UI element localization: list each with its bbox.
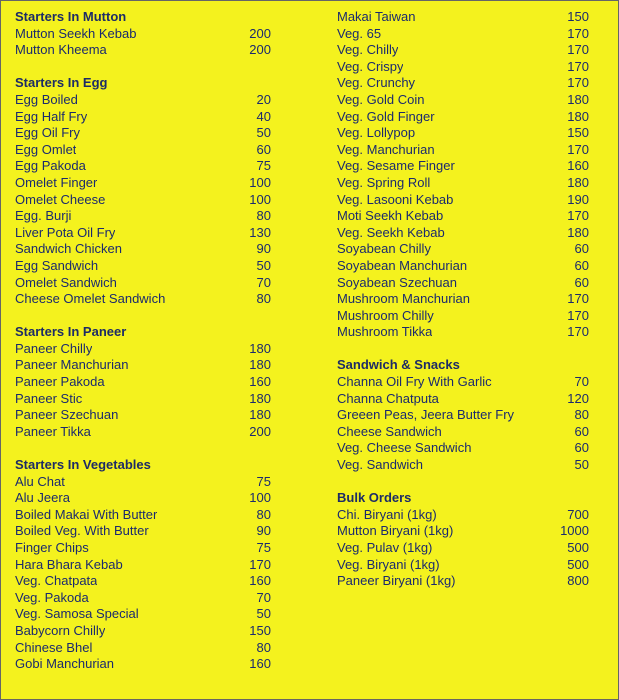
menu-item xyxy=(15,573,271,590)
menu-item-price: 170 xyxy=(567,291,589,307)
menu-item-name: Paneer Tikka xyxy=(15,423,91,439)
menu-item-price: 150 xyxy=(249,622,271,638)
menu-item-price: 80 xyxy=(256,208,271,224)
menu-item-name: Veg. Seekh Kebab xyxy=(337,224,445,240)
menu-item-price: 60 xyxy=(574,257,589,273)
menu-item-name: Mushroom Tikka xyxy=(337,324,433,340)
menu-item-price: 75 xyxy=(256,473,271,489)
menu-item-price: 60 xyxy=(256,141,271,157)
section-spacer xyxy=(15,308,271,325)
menu-item xyxy=(15,523,271,540)
menu-item-price: 75 xyxy=(256,540,271,555)
menu-item-name: Egg Oil Fry xyxy=(15,125,81,141)
menu-item-price: 120 xyxy=(567,390,589,406)
menu-item-price: 160 xyxy=(567,158,589,174)
menu-item xyxy=(15,208,271,225)
menu-item-name: Mutton Seekh Kebab xyxy=(15,25,137,41)
menu-item-price: 200 xyxy=(249,42,271,58)
menu-item xyxy=(15,26,271,43)
menu-item-name: Veg. Samosa Special xyxy=(15,606,139,622)
menu-item-name: Veg. Manchurian xyxy=(337,141,435,157)
menu-item-price: 50 xyxy=(256,125,271,141)
menu-item-price: 60 xyxy=(574,241,589,257)
menu-item-name: Paneer Biryani (1kg) xyxy=(337,573,456,589)
menu-item xyxy=(337,440,589,457)
menu-item xyxy=(15,407,271,424)
menu-item-name: Egg Boiled xyxy=(15,91,78,107)
menu-item-name: Soyabean Szechuan xyxy=(337,274,457,290)
menu-item-price: 180 xyxy=(249,390,271,406)
menu-item xyxy=(337,192,589,209)
menu-item-name: Babycorn Chilly xyxy=(15,622,106,638)
menu-item-price: 1000 xyxy=(560,523,589,539)
menu-item-price: 160 xyxy=(249,374,271,390)
menu-item xyxy=(15,42,271,59)
section-title-sandwich-snacks: Sandwich & Snacks xyxy=(337,357,460,373)
menu-item-price: 150 xyxy=(567,9,589,24)
menu-item xyxy=(15,175,271,192)
menu-item xyxy=(15,341,271,358)
menu-item xyxy=(337,573,589,590)
menu-item-price: 180 xyxy=(249,407,271,423)
menu-item xyxy=(337,175,589,192)
menu-item xyxy=(337,391,589,408)
menu-item xyxy=(15,424,271,441)
menu-item xyxy=(337,507,589,524)
menu-item xyxy=(15,656,271,673)
menu-item-price: 90 xyxy=(256,523,271,539)
menu-item-name: Soyabean Manchurian xyxy=(337,257,468,273)
menu-item-price: 75 xyxy=(256,158,271,174)
section-spacer xyxy=(337,341,589,358)
menu-item-price: 160 xyxy=(249,573,271,589)
menu-item-price: 700 xyxy=(567,506,589,522)
menu-item-name: Soyabean Chilly xyxy=(337,241,431,257)
menu-item-name: Boiled Makai With Butter xyxy=(15,506,158,522)
menu-item-price: 60 xyxy=(574,423,589,439)
menu-item-price: 50 xyxy=(574,457,589,473)
menu-item-name: Finger Chips xyxy=(15,540,89,555)
menu-item-price: 80 xyxy=(256,639,271,655)
menu-item-price: 60 xyxy=(574,440,589,456)
menu-item-name: Chi. Biryani (1kg) xyxy=(337,506,437,522)
menu-item xyxy=(337,26,589,43)
menu-item-price: 80 xyxy=(574,407,589,423)
menu-item-name: Veg. Cheese Sandwich xyxy=(337,440,472,456)
menu-item-price: 180 xyxy=(249,357,271,373)
menu-item-price: 180 xyxy=(249,340,271,356)
menu-item-price: 190 xyxy=(567,191,589,207)
menu-item-name: Veg. Gold Coin xyxy=(337,91,425,107)
menu-item-name: Moti Seekh Kebab xyxy=(337,208,444,224)
menu-item-name: Sandwich Chicken xyxy=(15,241,122,257)
menu-item-price: 70 xyxy=(256,589,271,605)
menu-item-name: Makai Taiwan xyxy=(337,9,416,24)
menu-item-name: Veg. Gold Finger xyxy=(337,108,435,124)
section-spacer xyxy=(15,59,271,76)
menu-item-price: 170 xyxy=(567,208,589,224)
menu-item-price: 170 xyxy=(567,141,589,157)
menu-item-price: 170 xyxy=(567,324,589,340)
menu-item xyxy=(337,208,589,225)
menu-item-name: Channa Oil Fry With Garlic xyxy=(337,374,492,390)
menu-item xyxy=(15,225,271,242)
menu-item-price: 180 xyxy=(567,108,589,124)
menu-item xyxy=(337,59,589,76)
menu-item-price: 800 xyxy=(567,573,589,589)
menu-item xyxy=(337,109,589,126)
section-spacer xyxy=(15,440,271,457)
menu-item-price: 70 xyxy=(574,374,589,390)
menu-item-price: 80 xyxy=(256,291,271,307)
menu-item-name: Mushroom Manchurian xyxy=(337,291,470,307)
menu-item-name: Veg. Crunchy xyxy=(337,75,416,91)
menu-item-name: Cheese Sandwich xyxy=(337,423,442,439)
section-title-starters-in-paneer: Starters In Paneer xyxy=(15,324,127,340)
menu-item xyxy=(15,241,271,258)
menu-item xyxy=(15,507,271,524)
menu-item xyxy=(15,590,271,607)
menu-item xyxy=(337,125,589,142)
menu-item xyxy=(15,474,271,491)
menu-item xyxy=(337,291,589,308)
menu-right-column xyxy=(337,9,589,590)
menu-item xyxy=(15,540,271,557)
menu-item xyxy=(15,125,271,142)
menu-item xyxy=(337,324,589,341)
menu-item xyxy=(337,258,589,275)
menu-item xyxy=(15,374,271,391)
menu-item-price: 20 xyxy=(256,91,271,107)
menu-item-name: Alu Chat xyxy=(15,473,65,489)
menu-item-name: Paneer Manchurian xyxy=(15,357,129,373)
menu-item-name: Veg. Lasooni Kebab xyxy=(337,191,454,207)
menu-item xyxy=(15,606,271,623)
menu-item-price: 100 xyxy=(249,174,271,190)
menu-item-price: 170 xyxy=(567,307,589,323)
menu-item xyxy=(337,275,589,292)
menu-item xyxy=(15,158,271,175)
menu-item-price: 150 xyxy=(567,125,589,141)
menu-item-name: Paneer Chilly xyxy=(15,340,93,356)
menu-item xyxy=(337,424,589,441)
menu-item-name: Egg. Burji xyxy=(15,208,72,224)
menu-item-name: Veg. Sandwich xyxy=(337,457,424,473)
menu-item-name: Veg. Chatpata xyxy=(15,573,98,589)
menu-item-price: 70 xyxy=(256,274,271,290)
menu-item xyxy=(15,109,271,126)
menu-item-price: 130 xyxy=(249,224,271,240)
menu-item-name: Cheese Omelet Sandwich xyxy=(15,291,166,307)
menu-item-name: Liver Pota Oil Fry xyxy=(15,224,116,240)
menu-item-price: 180 xyxy=(567,91,589,107)
menu-item-price: 90 xyxy=(256,241,271,257)
menu-item-name: Mutton Kheema xyxy=(15,42,107,58)
menu-item-name: Gobi Manchurian xyxy=(15,656,114,672)
menu-item-name: Omelet Sandwich xyxy=(15,274,117,290)
menu-item xyxy=(15,391,271,408)
menu-item-price: 180 xyxy=(567,174,589,190)
menu-item-price: 80 xyxy=(256,506,271,522)
menu-item xyxy=(337,9,589,26)
menu-item xyxy=(337,225,589,242)
menu-item-name: Greeen Peas, Jeera Butter Fry xyxy=(337,407,515,423)
menu-item xyxy=(337,241,589,258)
section-title-bulk-orders: Bulk Orders xyxy=(337,490,412,506)
menu-item-price: 160 xyxy=(249,656,271,672)
menu-item-name: Mushroom Chilly xyxy=(337,307,434,323)
menu-item-price: 500 xyxy=(567,556,589,572)
menu-left-column xyxy=(15,9,271,673)
menu-item-name: Paneer Szechuan xyxy=(15,407,119,423)
menu-item xyxy=(337,75,589,92)
menu-item-price: 200 xyxy=(249,423,271,439)
menu-item-name: Egg Pakoda xyxy=(15,158,86,174)
menu-item-price: 200 xyxy=(249,25,271,41)
menu-item xyxy=(337,374,589,391)
menu-item-name: Alu Jeera xyxy=(15,490,70,506)
menu-item xyxy=(337,523,589,540)
menu-item xyxy=(337,142,589,159)
menu-item-price: 170 xyxy=(249,556,271,572)
menu-item-price: 170 xyxy=(567,58,589,74)
menu-item-name: Omelet Finger xyxy=(15,174,98,190)
menu-item xyxy=(15,640,271,657)
menu-item-name: Egg Sandwich xyxy=(15,257,99,273)
menu-item-name: Veg. Biryani (1kg) xyxy=(337,556,440,572)
menu-item-price: 180 xyxy=(567,224,589,240)
menu-item xyxy=(15,623,271,640)
menu-item-price: 40 xyxy=(256,108,271,124)
menu-item-name: Veg. Pakoda xyxy=(15,589,89,605)
menu-item-price: 50 xyxy=(256,606,271,622)
menu-item-name: Chinese Bhel xyxy=(15,639,93,655)
menu-item-price: 170 xyxy=(567,42,589,58)
menu-item xyxy=(337,557,589,574)
menu-item-price: 100 xyxy=(249,191,271,207)
section-title-starters-in-mutton: Starters In Mutton xyxy=(15,9,127,24)
menu-item-price: 60 xyxy=(574,274,589,290)
menu-item xyxy=(15,192,271,209)
menu-item-name: Egg Omlet xyxy=(15,141,77,157)
menu-item xyxy=(15,357,271,374)
menu-item xyxy=(15,142,271,159)
menu-item-name: Channa Chatputa xyxy=(337,390,439,406)
menu-item xyxy=(15,275,271,292)
menu-item-price: 50 xyxy=(256,257,271,273)
menu-item-price: 170 xyxy=(567,25,589,41)
menu-item xyxy=(337,407,589,424)
menu-item-name: Paneer Stic xyxy=(15,390,83,406)
menu-item xyxy=(15,557,271,574)
menu-item xyxy=(337,92,589,109)
menu-item-name: Veg. Spring Roll xyxy=(337,174,431,190)
menu-item xyxy=(337,308,589,325)
menu-item-name: Hara Bhara Kebab xyxy=(15,556,123,572)
menu-item xyxy=(15,258,271,275)
menu-item xyxy=(15,490,271,507)
menu-item xyxy=(337,158,589,175)
menu-item-name: Veg. Pulav (1kg) xyxy=(337,540,433,555)
menu-item xyxy=(15,291,271,308)
menu-item-name: Veg. Crispy xyxy=(337,58,404,74)
menu-item xyxy=(15,92,271,109)
menu-item xyxy=(337,540,589,557)
menu-item-name: Mutton Biryani (1kg) xyxy=(337,523,454,539)
menu-item-price: 100 xyxy=(249,490,271,506)
section-spacer xyxy=(337,474,589,491)
section-title-starters-in-egg: Starters In Egg xyxy=(15,75,108,91)
menu-item-name: Veg. Sesame Finger xyxy=(337,158,455,174)
menu-item-name: Paneer Pakoda xyxy=(15,374,105,390)
menu-item-price: 170 xyxy=(567,75,589,91)
menu-item-name: Veg. Chilly xyxy=(337,42,399,58)
menu-item-price: 500 xyxy=(567,540,589,555)
menu-item xyxy=(337,42,589,59)
menu-item-name: Egg Half Fry xyxy=(15,108,88,124)
section-title-starters-in-vegetables: Starters In Vegetables xyxy=(15,457,151,473)
menu-item-name: Boiled Veg. With Butter xyxy=(15,523,149,539)
menu-item-name: Veg. Lollypop xyxy=(337,125,416,141)
menu-item-name: Veg. 65 xyxy=(337,25,382,41)
menu-item xyxy=(337,457,589,474)
menu-item-name: Omelet Cheese xyxy=(15,191,106,207)
